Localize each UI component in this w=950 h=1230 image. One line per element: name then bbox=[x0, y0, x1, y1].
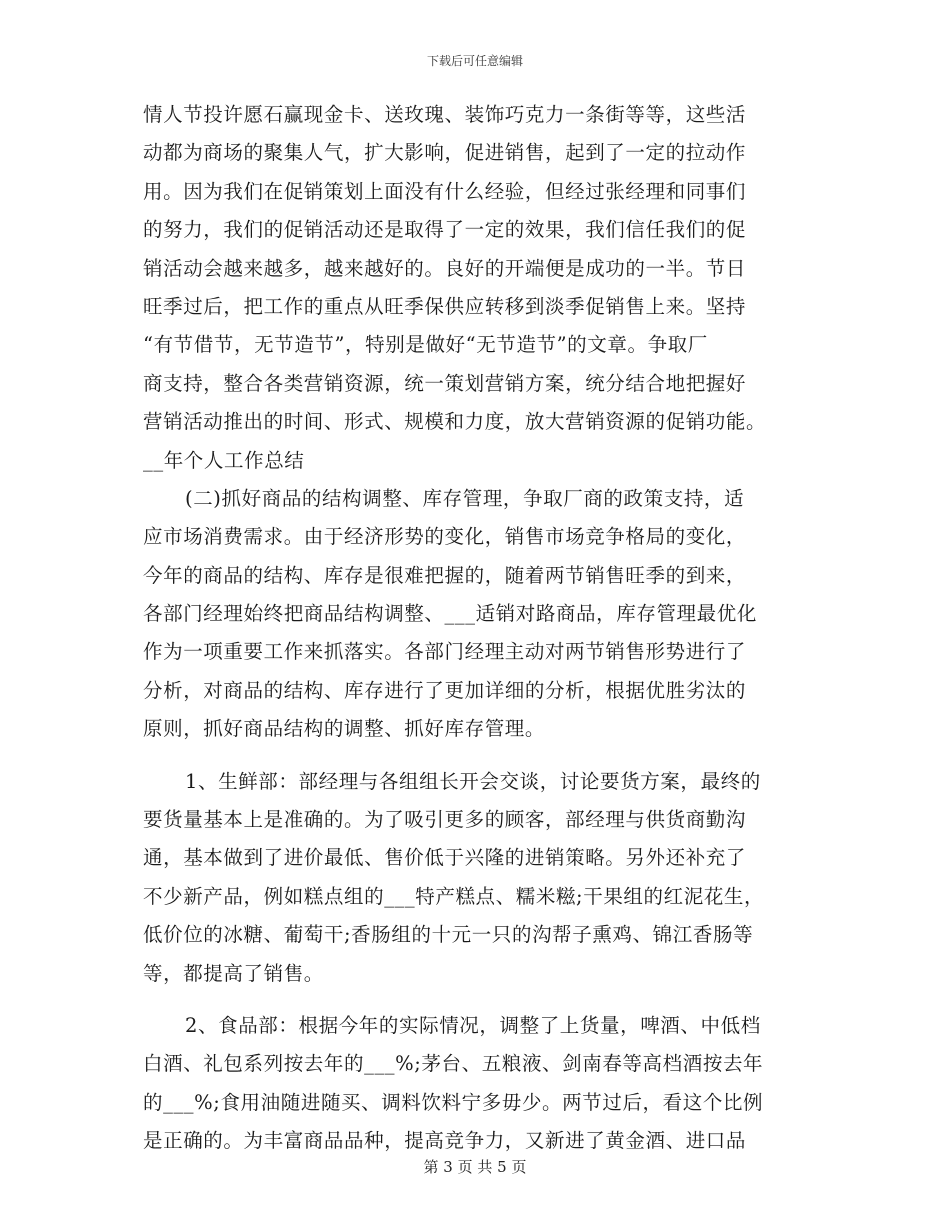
text-line: 是正确的。为丰富商品品种，提高竞争力，又新进了黄金酒、进口品 bbox=[143, 1129, 747, 1153]
text-line: 旺季过后，把工作的重点从旺季保供应转移到淡季促销售上来。坚持 bbox=[143, 294, 747, 318]
text-line: 白酒、礼包系列按去年的___%;茅台、五粮液、剑南春等高档酒按去年 bbox=[143, 1052, 764, 1076]
text-line: 动都为商场的聚集人气，扩大影响，促进销售，起到了一定的拉动作 bbox=[143, 141, 747, 165]
text-line: “有节借节，无节造节”，特别是做好“无节造节”的文章。争取厂 bbox=[143, 333, 708, 357]
text-line: 2、食品部：根据今年的实际情况，调整了上货量，啤酒、中低档 bbox=[185, 1013, 761, 1037]
text-line: 作为一项重要工作来抓落实。各部门经理主动对两节销售形势进行了 bbox=[143, 640, 747, 664]
text-line: 情人节投许愿石赢现金卡、送玫瑰、装饰巧克力一条街等等，这些活 bbox=[143, 103, 747, 126]
text-line: 不少新产品，例如糕点组的___特产糕点、糯米糍;干果组的红泥花生， bbox=[143, 884, 765, 908]
text-line: 要货量基本上是准确的。为了吸引更多的顾客，部经理与供货商勤沟 bbox=[143, 808, 747, 832]
document-body bbox=[143, 96, 809, 1161]
text-line: 营销活动推出的时间、形式、规模和力度，放大营销资源的促销功能。 bbox=[143, 410, 767, 434]
text-line: 用。因为我们在促销策划上面没有什么经验，但经过张经理和同事们 bbox=[143, 179, 747, 203]
text-line: 的___%;食用油随进随买、调料饮料宁多毋少。两节过后，看这个比例 bbox=[143, 1090, 764, 1114]
text-line: 今年的商品的结构、库存是很难把握的，随着两节销售旺季的到来， bbox=[143, 563, 747, 587]
text-line: 低价位的冰糖、葡萄干;香肠组的十元一只的沟帮子熏鸡、锦江香肠等 bbox=[143, 923, 754, 947]
text-line: (二)抓好商品的结构调整、库存管理，争取厂商的政策支持，适 bbox=[185, 486, 745, 510]
text-line: 等，都提高了销售。 bbox=[143, 961, 324, 985]
page-number: 第 3 页 共 5 页 bbox=[423, 1158, 527, 1176]
text-line: 的努力，我们的促销活动还是取得了一定的效果，我们信任我们的促 bbox=[143, 218, 747, 242]
text-line: 各部门经理始终把商品结构调整、___适销对路商品，库存管理最优化 bbox=[143, 602, 757, 626]
text-line: 原则，抓好商品结构的调整、抓好库存管理。 bbox=[143, 717, 546, 741]
page-header: 下载后可任意编辑 bbox=[426, 54, 523, 68]
text-line: 销活动会越来越多，越来越好的。良好的开端便是成功的一半。节日 bbox=[143, 256, 747, 280]
text-line: 应市场消费需求。由于经济形势的变化，销售市场竞争格局的变化， bbox=[143, 525, 747, 549]
text-line: 通，基本做到了进价最低、售价低于兴隆的进销策略。另外还补充了 bbox=[143, 846, 747, 870]
text-line: 分析，对商品的结构、库存进行了更加详细的分析，根据优胜劣汰的 bbox=[143, 678, 747, 702]
section-heading: __年个人工作总结 bbox=[143, 448, 305, 472]
text-line: 1、生鲜部：部经理与各组组长开会交谈，讨论要货方案，最终的 bbox=[185, 769, 761, 793]
text-line: 商支持，整合各类营销资源，统一策划营销方案，统分结合地把握好 bbox=[143, 371, 747, 395]
